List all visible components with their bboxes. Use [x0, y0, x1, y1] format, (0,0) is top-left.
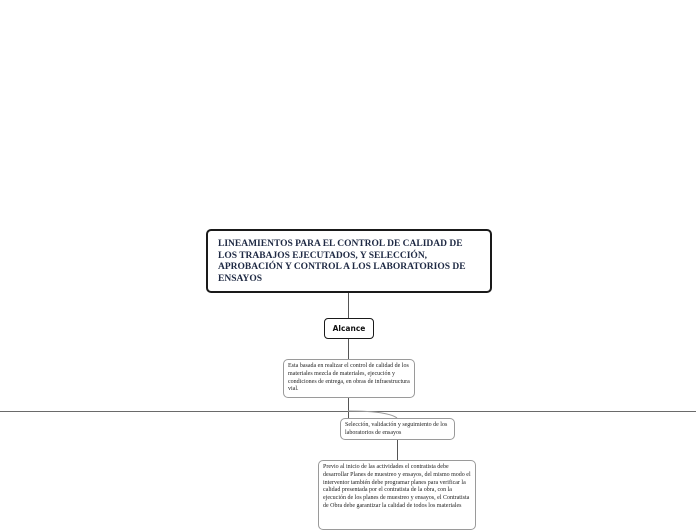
subtopic-text: Previo al inicio de las actividades el contratista debe desarrollar Planes de muestreo y ensayos, del mismo modo el interventor también debe programar planes para verificar la calidad presentada por el contratista de la obra, con la ejecución de los planes de muestreo y ensayos, el Contratista de Obra debe garantizar la calidad de todos los materiales: [323, 464, 471, 509]
connector-sub2-sub3: [397, 440, 398, 460]
root-topic[interactable]: [206, 229, 492, 293]
main-topic-alcance[interactable]: [324, 318, 374, 339]
subtopic-text: Selección, validación y seguimiento de los laboratorios de ensayos: [345, 422, 448, 436]
subtopic-text: Esta basada en realizar el control de calidad de los materiales mezcla de materiales, ejecución y condiciones de entrega, en obras de infraestructura vial.: [288, 363, 410, 393]
subtopic-laboratory-selection[interactable]: [340, 418, 455, 440]
connector-alcance-sub1: [348, 339, 349, 359]
connector-root-alcance: [348, 293, 349, 318]
main-topic-label: Alcance: [332, 324, 366, 333]
root-topic-title: LINEAMIENTOS PARA EL CONTROL DE CALIDAD DE LOS TRABAJOS EJECUTADOS, Y SELECCIÓN, APROBACIÓN Y CONTROL A LOS LABORATORIOS DE ENSAYOS: [218, 239, 466, 284]
subtopic-alcance-description[interactable]: [283, 359, 415, 398]
